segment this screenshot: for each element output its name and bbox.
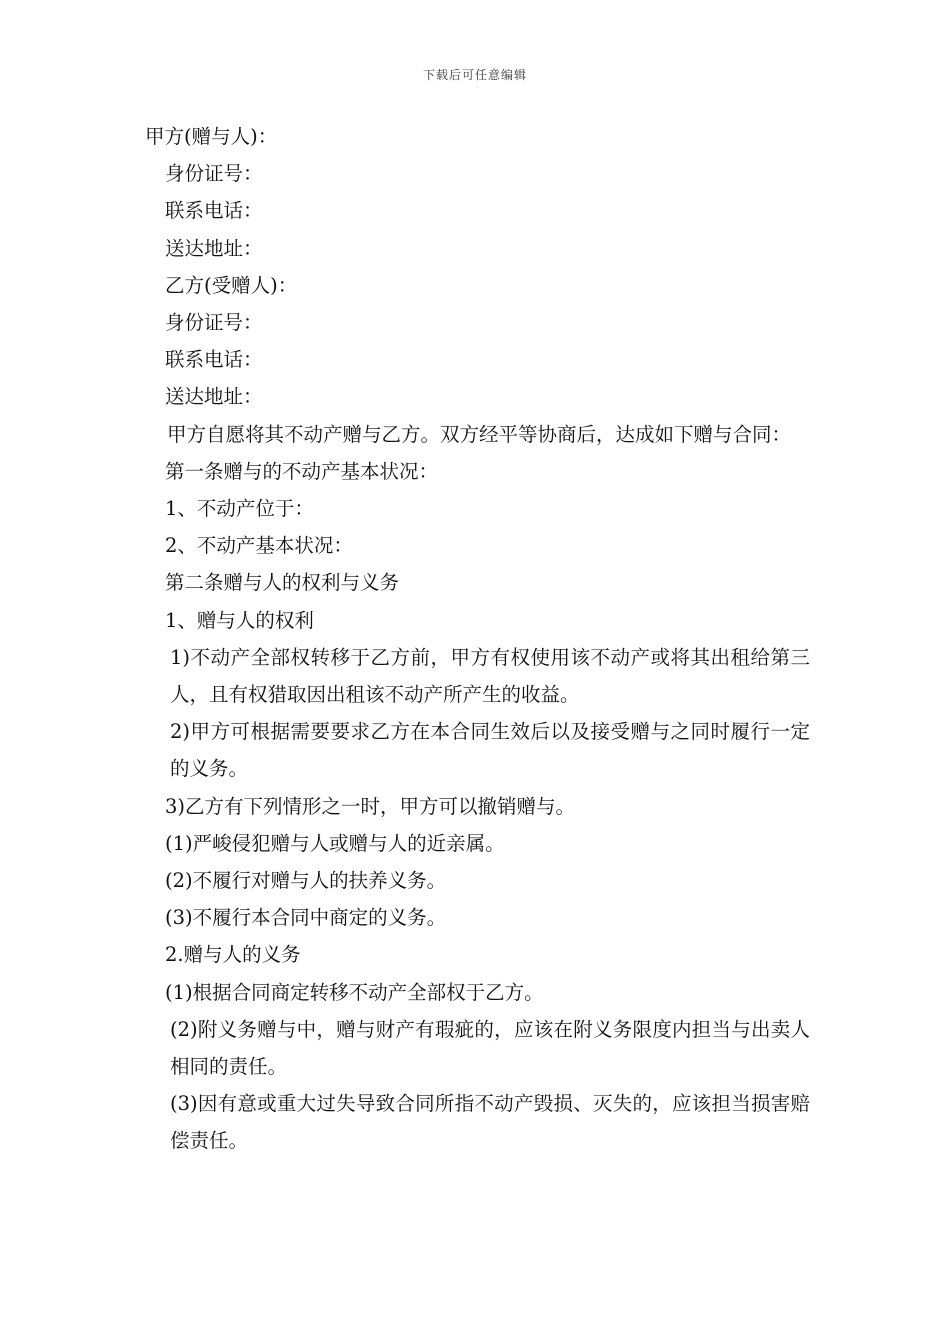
right-3-3: (3)不履行本合同中商定的义务。 [165, 906, 447, 930]
duty-3: (3)因有意或重大过失导致合同所指不动产毁损、灭失的，应该担当损害赔偿责任。 [170, 1092, 810, 1153]
right-1: 1)不动产全部权转移于乙方前，甲方有权使用该不动产或将其出租给第三人，且有权猎取因出租该不动产所产生的收益。 [170, 645, 810, 707]
article1-item2: 2、不动产基本状况： [165, 534, 353, 558]
intro-paragraph: 甲方自愿将其不动产赠与乙方。双方经平等协商后，达成如下赠与合同： [167, 422, 792, 446]
right-2: 2)甲方可根据需要要求乙方在本合同生效后以及接受赠与之同时履行一定的义务。 [170, 720, 810, 781]
party-a-title: 甲方(赠与人)： [145, 125, 278, 148]
rights-title: 1、赠与人的权利 [165, 608, 314, 632]
duties-title: 2.赠与人的义务 [165, 943, 301, 967]
article1-title: 第一条赠与的不动产基本状况： [165, 459, 439, 483]
right-3-1: (1)严峻侵犯赠与人或赠与人的近亲属。 [165, 831, 505, 855]
party-a-phone-field: 联系电话： [165, 199, 263, 223]
right-3-2: (2)不履行对赠与人的扶养义务。 [165, 869, 447, 893]
article1-item1: 1、不动产位于： [165, 497, 314, 521]
duty-2: (2)附义务赠与中，赠与财产有瑕疵的，应该在附义务限度内担当与出卖人相同的责任。 [170, 1017, 810, 1079]
duty-1: (1)根据合同商定转移不动产全部权于乙方。 [165, 980, 544, 1004]
party-a-id-field: 身份证号： [165, 162, 263, 186]
article2-title: 第二条赠与人的权利与义务 [165, 571, 400, 595]
header-note: 下载后可任意编辑 [422, 68, 527, 82]
right-3: 3)乙方有下列情形之一时，甲方可以撤销赠与。 [165, 794, 576, 818]
party-a-address-field: 送达地址： [165, 236, 263, 260]
party-b-title: 乙方(受赠人)： [165, 273, 298, 297]
party-b-address-field: 送达地址： [165, 385, 263, 409]
party-b-phone-field: 联系电话： [165, 348, 263, 372]
document-body [145, 118, 810, 1160]
party-b-id-field: 身份证号： [165, 311, 263, 335]
